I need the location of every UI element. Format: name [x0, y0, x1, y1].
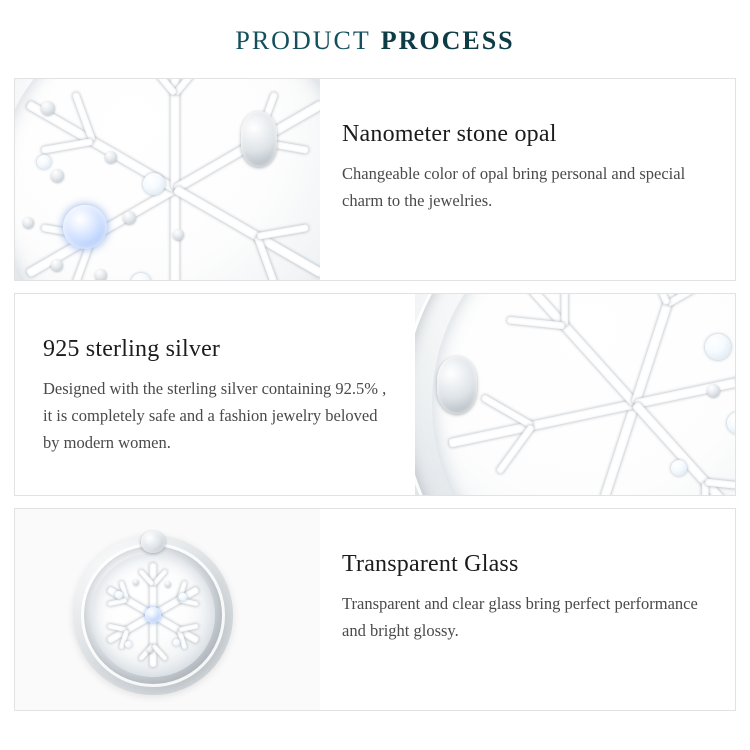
feature-text-opal [320, 79, 735, 280]
bead-full-glass [73, 535, 233, 695]
feature-description: Transparent and clear glass bring perfect performance and bright glossy. [342, 594, 698, 640]
feature-title: 925 sterling silver [43, 336, 221, 362]
product-image-opal [15, 79, 320, 280]
page-title-word-process: PROCESS [380, 26, 515, 55]
feature-description: Changeable color of opal bring personal and special charm to the jewelries. [342, 164, 686, 210]
bead-bail [437, 356, 477, 414]
feature-title: Transparent Glass [342, 551, 519, 577]
feature-title: Nanometer stone opal [342, 121, 557, 147]
bead-bail [141, 531, 165, 553]
feature-panel-opal [14, 78, 736, 281]
bead-macro-silver [415, 294, 735, 495]
product-image-glass [15, 509, 320, 710]
page-title [0, 0, 750, 78]
product-image-silver [415, 294, 735, 495]
feature-panel-glass [14, 508, 736, 711]
feature-text-silver [15, 294, 415, 495]
bead-bail [241, 111, 277, 167]
feature-text-glass [320, 509, 735, 710]
opal-stone [145, 607, 161, 623]
page-title-word-product: PRODUCT [235, 26, 371, 55]
bead-macro-opal [15, 79, 320, 280]
opal-stone [63, 205, 107, 249]
feature-description: Designed with the sterling silver containing 92.5% , it is completely safe and a fashion jewelry beloved by modern women. [43, 379, 387, 452]
feature-panel-silver [14, 293, 736, 496]
